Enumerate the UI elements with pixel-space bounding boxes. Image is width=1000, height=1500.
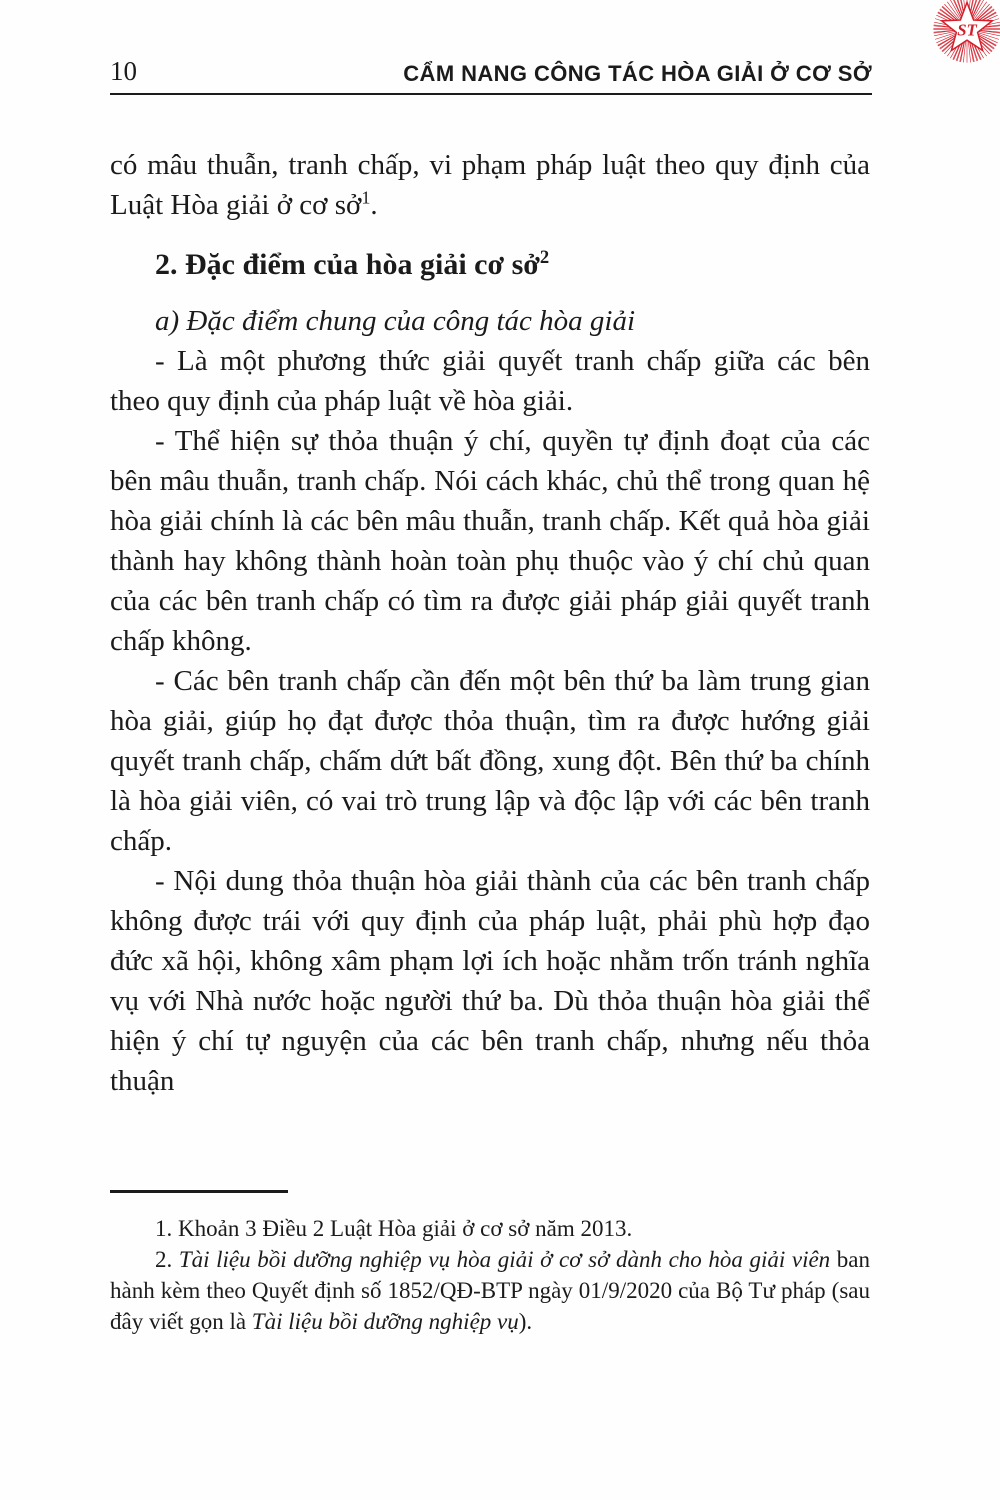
footnote-1: 1. Khoản 3 Điều 2 Luật Hòa giải ở cơ sở năm 2013. [155,1216,633,1241]
page-number: 10 [110,56,137,86]
footnote-2-text: ban hành kèm theo Quyết định số 1852/QĐ-BTP ngày 01/9/2020 của Bộ Tư pháp (sau đây viết gọn là [110,1247,871,1334]
paragraph-text: có mâu thuẫn, tranh chấp, vi phạm pháp luật theo quy định của Luật Hòa giải ở cơ sở [110,149,870,221]
footnote-2 [110,1244,870,1337]
footnote-ref-2: 2 [539,247,550,268]
section-heading-text: 2. Đặc điểm của hòa giải cơ sở [155,248,540,281]
footnote-2-number: 2. [155,1247,179,1272]
footnote-2-short-title: Tài liệu bồi dưỡng nghiệp vụ [251,1309,519,1334]
bullet-paragraph: - Các bên tranh chấp cần đến một bên thứ ba làm trung gian hòa giải, giúp họ đạt được thỏa thuận, tìm ra được hướng giải quyết tranh chấp, chấm dứt bất đồng, xung đột. Bên thứ ba chính là hòa giải viên, có vai trò trung lập và độc lập với các bên tranh chấp. [110,665,870,857]
bullet-paragraph: - Là một phương thức giải quyết tranh chấp giữa các bên theo quy định của pháp luật về hòa giải. [110,345,870,417]
logo-letters: ST [957,20,977,40]
page-body [110,145,870,1101]
bullet-paragraph: - Thể hiện sự thỏa thuận ý chí, quyền tự định đoạt của các bên mâu thuẫn, tranh chấp. Nói cách khác, chủ thể trong quan hệ hòa giải chính là các bên mâu thuẫn, tranh chấp. Kết quả hòa giải thành hay không thành hoàn toàn phụ thuộc vào ý chí chủ quan của các bên tranh chấp có tìm ra được giải pháp giải quyết tranh chấp không. [110,425,870,657]
footnote-2-text-end: ). [518,1309,533,1334]
page-header [110,58,872,95]
publisher-star-logo-icon [932,0,1000,64]
footnote-ref-1: 1 [361,187,371,208]
footnotes-section [110,1190,870,1337]
paragraph-text-end: . [370,189,378,221]
footnote-separator [110,1190,288,1193]
subsection-heading: a) Đặc điểm chung của công tác hòa giải [155,305,636,337]
running-title: CẨM NANG CÔNG TÁC HÒA GIẢI Ở CƠ SỞ [403,61,872,86]
section-heading [110,245,870,285]
footnote-2-title: Tài liệu bồi dưỡng nghiệp vụ hòa giải ở cơ sở dành cho hòa giải viên [178,1247,831,1272]
paragraph-continuation [110,145,870,225]
bullet-paragraph: - Nội dung thỏa thuận hòa giải thành của các bên tranh chấp không được trái với quy định của pháp luật, phải phù hợp đạo đức xã hội, không xâm phạm lợi ích hoặc nhằm trốn tránh nghĩa vụ với Nhà nước hoặc người thứ ba. Dù thỏa thuận hòa giải thể hiện ý chí tự nguyện của các bên tranh chấp, nhưng nếu thỏa thuận [110,865,870,1097]
